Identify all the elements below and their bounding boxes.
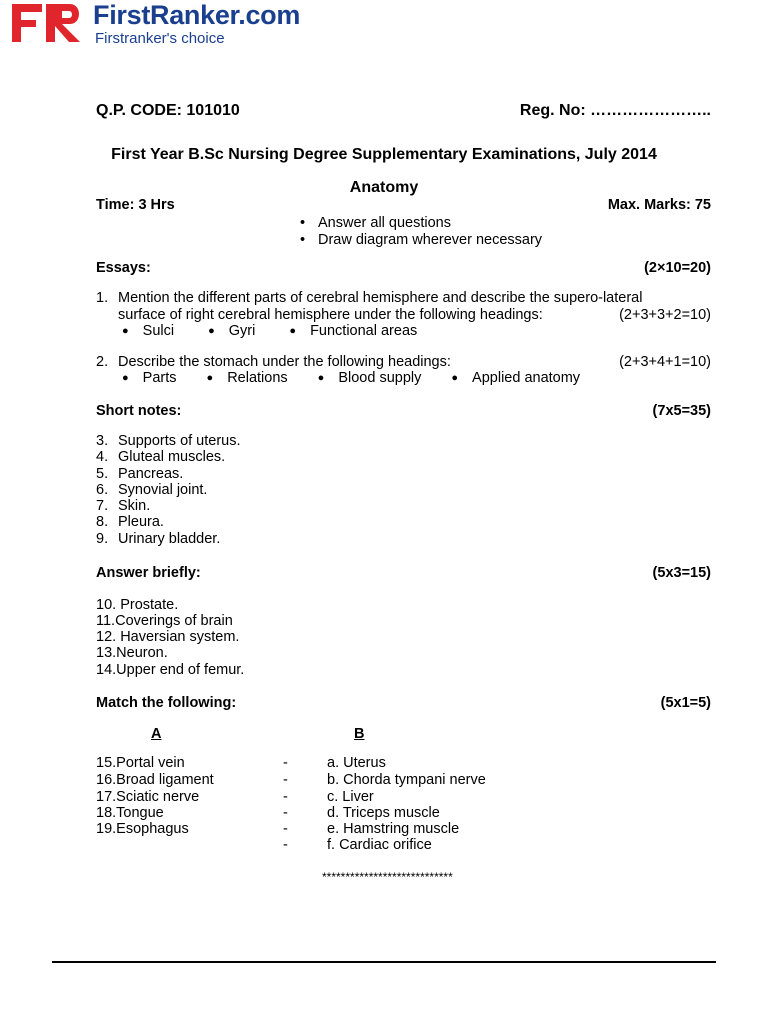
list-item: 10. Prostate.: [96, 597, 179, 613]
match-right: d. Triceps muscle: [327, 805, 440, 821]
list-item: 5. Pancreas.: [96, 466, 184, 482]
list-item: 9. Urinary bladder.: [96, 531, 221, 547]
list-item: 12. Haversian system.: [96, 629, 240, 645]
question-1-marks: (2+3+3+2=10): [619, 307, 711, 323]
reg-no: Reg. No: …………………..: [519, 102, 711, 119]
time: Time: 3 Hrs: [96, 197, 175, 213]
match-left: 18.Tongue: [96, 805, 164, 821]
list-item: 13.Neuron.: [96, 645, 168, 661]
match-dash: -: [283, 755, 288, 771]
instruction-item: • Answer all questions: [300, 215, 451, 231]
header-row: [96, 102, 711, 120]
match-dash: -: [283, 789, 288, 805]
short-notes-marks: (7x5=35): [652, 403, 711, 419]
instruction-item: • Draw diagram wherever necessary: [300, 232, 543, 248]
question-2-bullets: ● Parts ● Relations ● Blood supply ● Applied anatomy: [122, 370, 581, 386]
match-right: e. Hamstring muscle: [327, 821, 460, 837]
answer-briefly-marks: (5x3=15): [652, 565, 711, 581]
question-2-marks: (2+3+4+1=10): [619, 354, 711, 370]
answer-briefly-heading: Answer briefly:: [96, 565, 201, 581]
match-dash: -: [283, 837, 288, 853]
match-right: a. Uterus: [327, 755, 386, 771]
short-notes-heading-row: [96, 403, 711, 419]
brand-tagline: Firstranker's choice: [95, 30, 225, 47]
question-2-line1: 2. Describe the stomach under the following headings: (2+3+4+1=10): [96, 354, 711, 370]
subject-title: Anatomy: [349, 179, 419, 196]
question-1-line2: surface of right cerebral hemisphere under the following headings: (2+3+3+2=10): [118, 307, 711, 323]
short-notes-heading: Short notes:: [96, 403, 182, 419]
list-item: 6. Synovial joint.: [96, 482, 208, 498]
column-a-header: A: [151, 726, 162, 742]
match-dash: -: [283, 772, 288, 788]
list-item: 4. Gluteal muscles.: [96, 449, 226, 465]
match-right: f. Cardiac orifice: [327, 837, 432, 853]
brand-name: FirstRanker.com: [93, 0, 301, 30]
question-1-bullets: ● Sulci ● Gyri ● Functional areas: [122, 323, 418, 339]
time-marks-row: [96, 197, 711, 213]
match-left: 16.Broad ligament: [96, 772, 214, 788]
essays-heading-row: [96, 260, 711, 276]
match-right: c. Liver: [327, 789, 374, 805]
match-dash: -: [283, 805, 288, 821]
exam-title: First Year B.Sc Nursing Degree Supplementary Examinations, July 2014: [111, 146, 657, 163]
max-marks: Max. Marks: 75: [607, 197, 711, 213]
qp-code: Q.P. CODE: 101010: [96, 102, 240, 119]
end-marker: ****************************: [322, 870, 453, 884]
list-item: 3. Supports of uterus.: [96, 433, 241, 449]
essays-heading: Essays:: [96, 260, 151, 276]
match-left: 19.Esophagus: [96, 821, 189, 837]
list-item: 14.Upper end of femur.: [96, 662, 245, 678]
match-heading: Match the following:: [96, 695, 237, 711]
question-1-line1: 1. Mention the different parts of cerebral hemisphere and describe the supero-lateral: [96, 290, 643, 306]
firstranker-logo-icon: [12, 2, 84, 44]
match-right: b. Chorda tympani nerve: [327, 772, 486, 788]
match-left: 15.Portal vein: [96, 755, 185, 771]
match-dash: -: [283, 821, 288, 837]
match-left: 17.Sciatic nerve: [96, 789, 200, 805]
answer-briefly-heading-row: [96, 565, 711, 581]
footer-divider: [52, 961, 716, 963]
list-item: 8. Pleura.: [96, 514, 164, 530]
essays-marks: (2×10=20): [644, 260, 711, 276]
match-marks: (5x1=5): [660, 695, 711, 711]
list-item: 11.Coverings of brain: [96, 613, 233, 629]
match-heading-row: [96, 695, 711, 711]
column-b-header: B: [354, 726, 365, 742]
list-item: 7. Skin.: [96, 498, 151, 514]
